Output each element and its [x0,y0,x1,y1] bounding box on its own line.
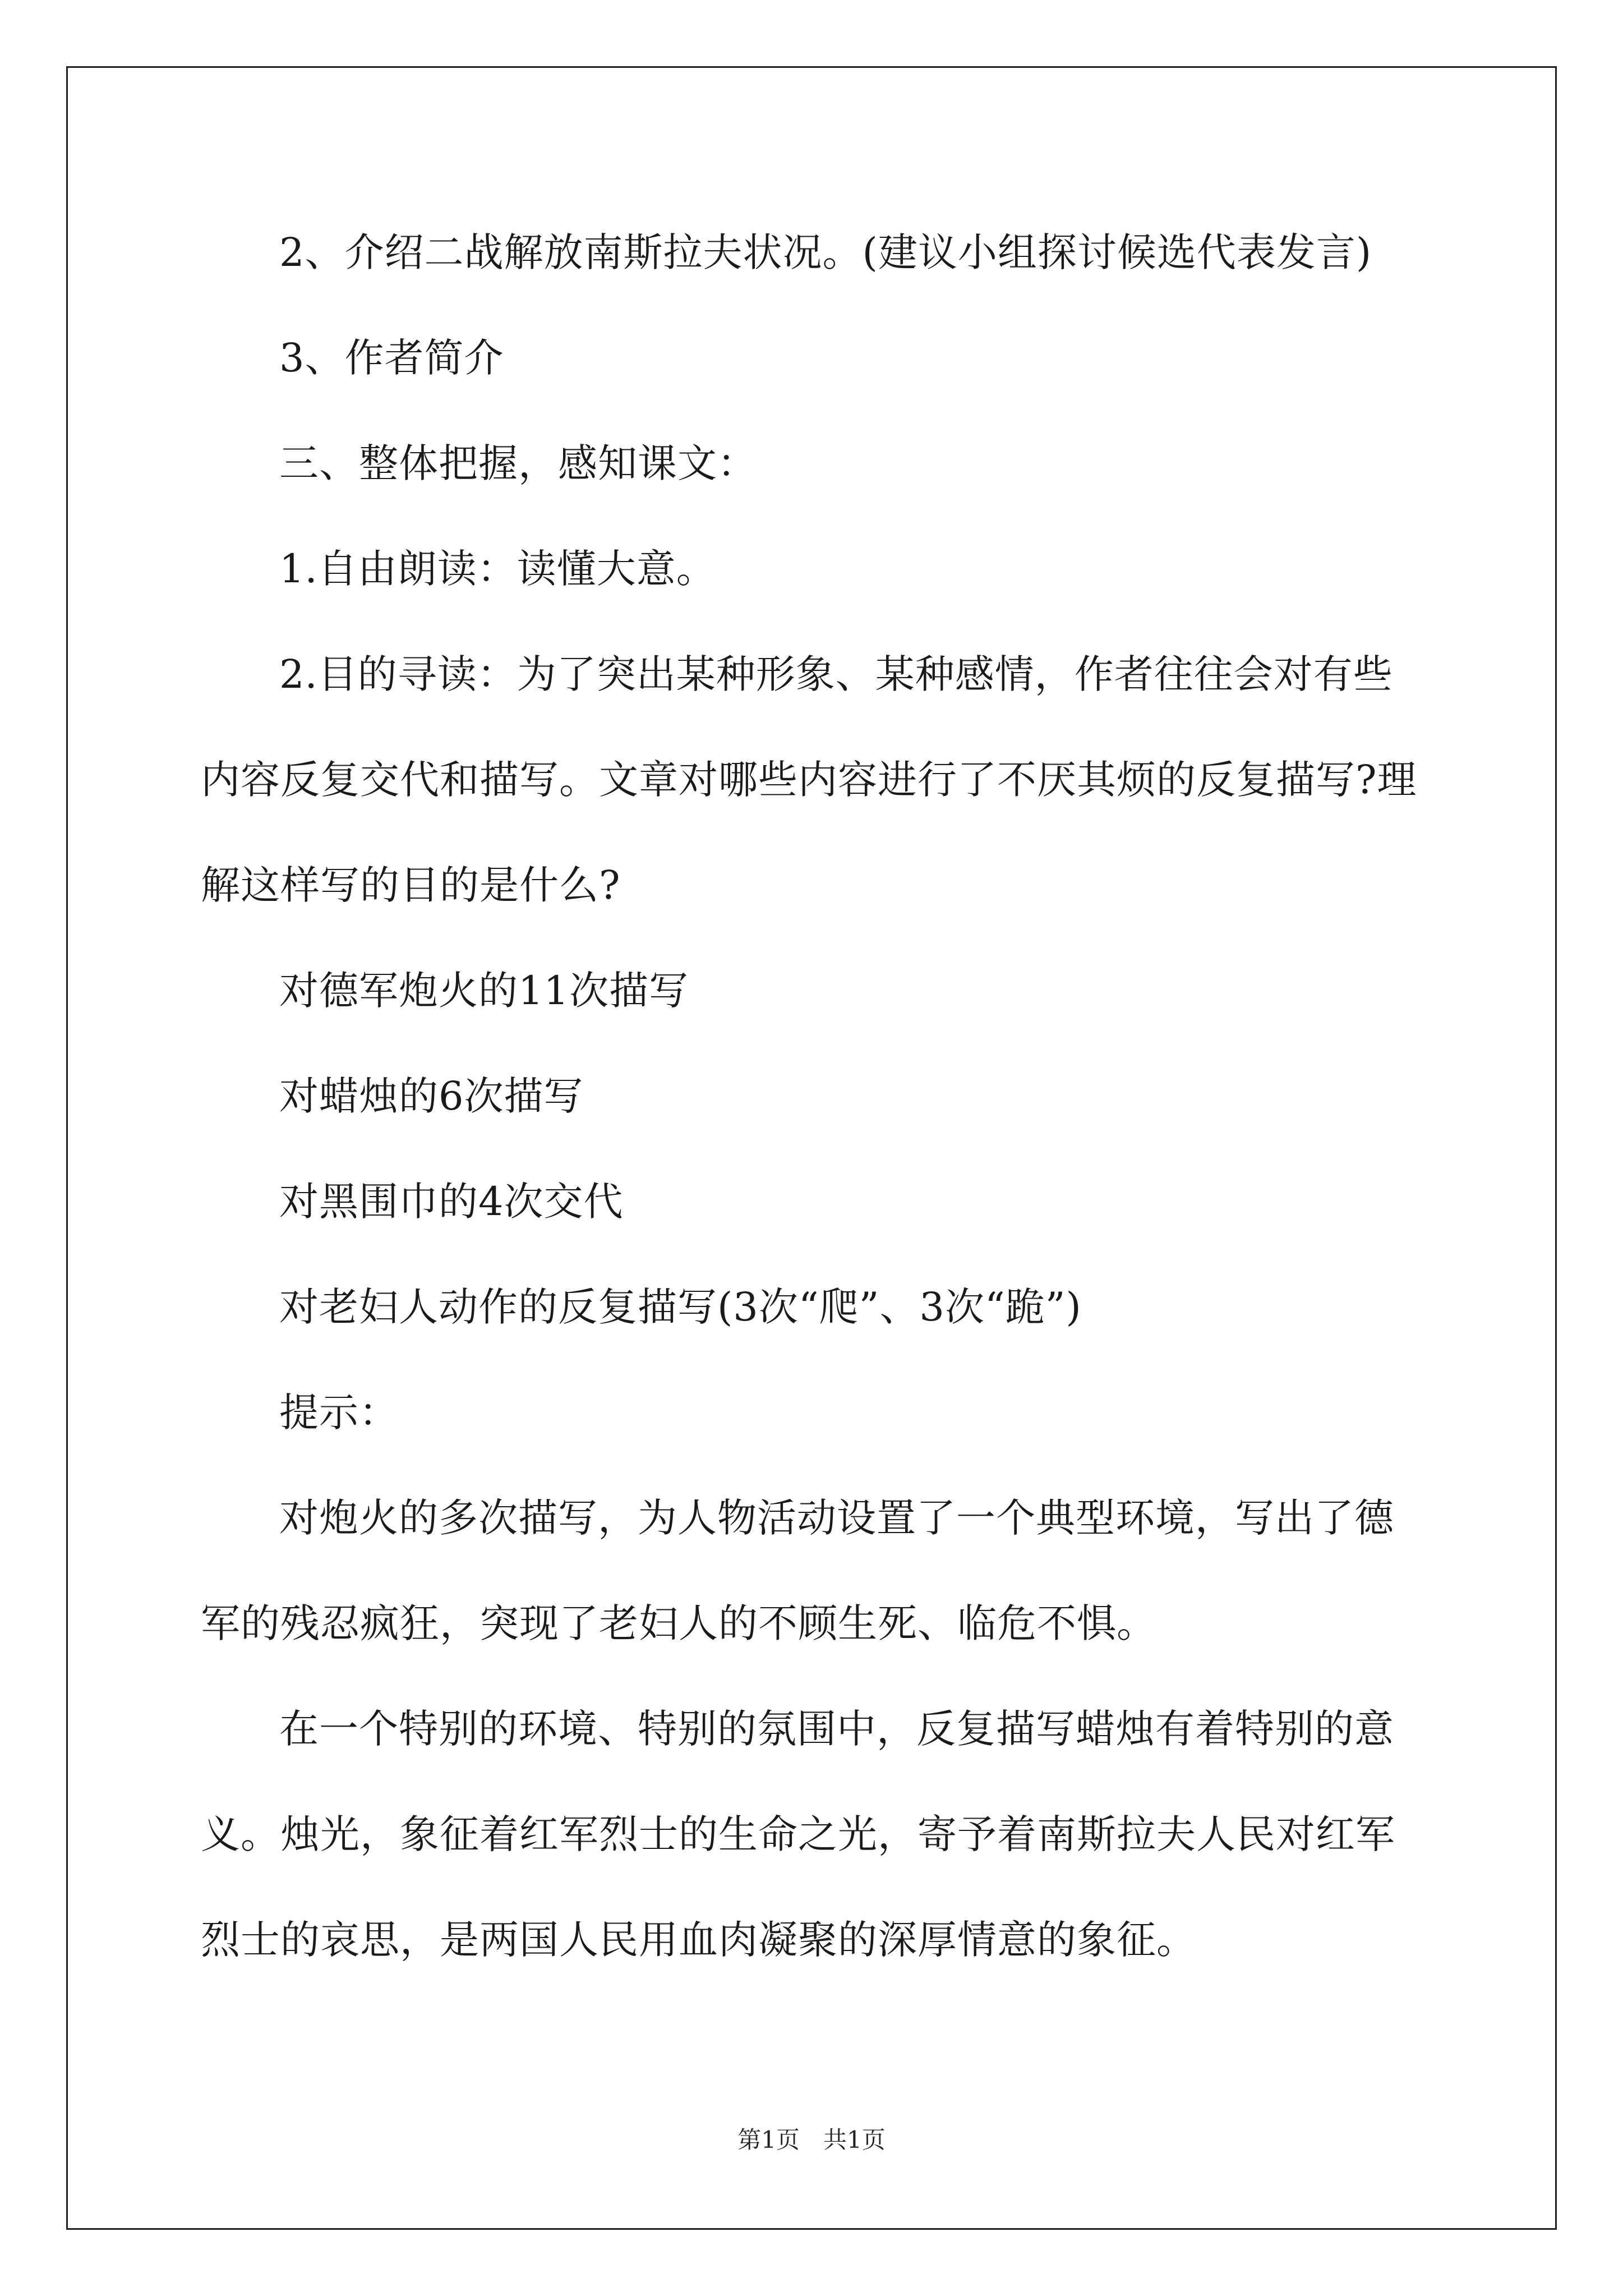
paragraph-line: 对德军炮火的11次描写 [279,968,689,1014]
paragraph-line: 提示： [279,1389,399,1435]
paragraph-line: 义。烛光，象征着红军烈士的生命之光，寄予着南斯拉夫人民对红军 [201,1811,1395,1857]
paragraph-line: 内容反复交代和描写。文章对哪些内容进行了不厌其烦的反复描写?理 [201,757,1417,803]
page-border [66,66,1557,2230]
paragraph-line: 3、作者简介 [279,335,504,381]
paragraph-line: 对老妇人动作的反复描写(3次“爬”、3次“跪”) [279,1284,1082,1330]
paragraph-line: 对炮火的多次描写，为人物活动设置了一个典型环境，写出了德 [279,1495,1394,1541]
paragraph-line: 解这样写的目的是什么? [201,862,621,908]
paragraph-line: 三、整体把握，感知课文： [279,440,757,486]
paragraph-line: 军的残忍疯狂，突现了老妇人的不顾生死、临危不惧。 [201,1600,1156,1646]
paragraph-line: 2.目的寻读：为了突出某种形象、某种感情，作者往往会对有些 [279,651,1393,697]
paragraph-line: 对蜡烛的6次描写 [279,1073,584,1119]
paragraph-line: 2、介绍二战解放南斯拉夫状况。(建议小组探讨候选代表发言) [279,229,1372,275]
paragraph-line: 在一个特别的环境、特别的氛围中，反复描写蜡烛有着特别的意 [279,1706,1394,1752]
paragraph-line: 1.自由朗读：读懂大意。 [279,546,716,592]
paragraph-line: 烈士的哀思，是两国人民用血肉凝聚的深厚情意的象征。 [201,1917,1196,1963]
paragraph-line: 对黑围巾的4次交代 [279,1179,624,1225]
page-number-footer: 第1页 共1页 [737,2126,886,2154]
